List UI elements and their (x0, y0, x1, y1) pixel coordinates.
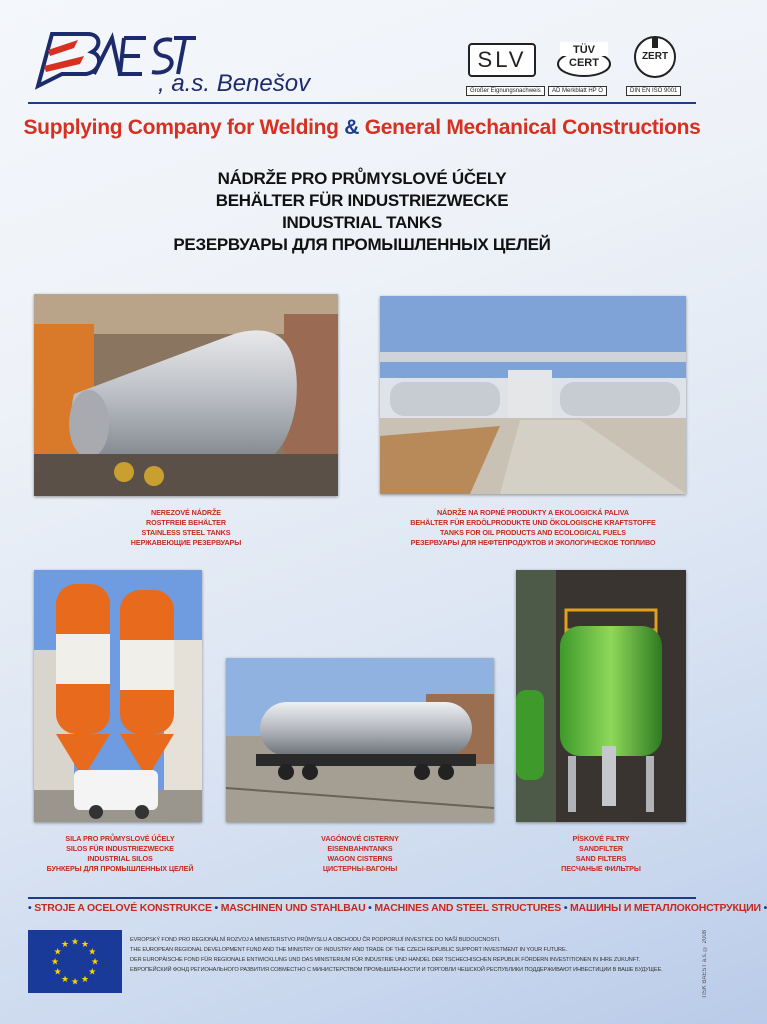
eu-star-icon: ★ (80, 973, 90, 984)
sand-filter-photo (516, 570, 686, 822)
stainless-tank-caption (34, 508, 338, 548)
eu-star-icon: ★ (60, 939, 70, 950)
title-en: INDUSTRIAL TANKS (282, 213, 442, 232)
caption-line: EISENBAHNTANKS (327, 844, 393, 853)
title-ru: РЕЗЕРВУАРЫ ДЛЯ ПРОМЫШЛЕННЫХ ЦЕЛЕЙ (173, 235, 551, 254)
oil-tanks-caption (380, 508, 686, 548)
fund-line-cz: EVROPSKÝ FOND PRO REGIONÁLNÍ ROZVOJ A MINISTERSTVO PRŮMYSLU A OBCHODU ČR PODPORUJÍ INVESTICE DO NAŠÍ BUDOUCNOSTI. (130, 937, 501, 943)
tagline-part2: General Mechanical Constructions (364, 116, 701, 139)
caption-line: НЕРЖАВЕЮЩИЕ РЕЗЕРВУАРЫ (130, 538, 242, 547)
services-band (28, 902, 767, 920)
bullet-icon: • (368, 902, 372, 914)
print-note: TISK BAEST a.s. © 2008 (702, 930, 708, 999)
caption-line: PÍSKOVÉ FILTRY (572, 834, 630, 843)
caption-line: SANDFILTER (579, 844, 623, 853)
eu-star-icon: ★ (53, 946, 62, 957)
eu-star-icon: ★ (88, 946, 97, 957)
slv-cert-logo (466, 42, 538, 78)
service-de: MASCHINEN UND STAHLBAU (220, 902, 366, 914)
title-de: BEHÄLTER FÜR INDUSTRIEZWECKE (215, 191, 509, 210)
fund-line-de: DER EUROPÄISCHE FOND FÜR REGIONALE ENTWICKLUNG UND DAS MINISTERIUM FÜR INDUSTRIE UND HANDEL DER TSCHECHISCHEN REPUBLIK FÖRDERN INVESTITIONEN IN IHRE ZUKUNFT. (130, 957, 641, 963)
fund-line-en: THE EUROPEAN REGIONAL DEVELOPMENT FUND AND THE MINISTRY OF INDUSTRY AND TRADE OF THE CZECH REPUBLIC SUPPORT INVESTMENT IN YOUR FUTURE. (130, 947, 568, 953)
bullet-icon: • (763, 902, 767, 914)
eu-star-icon: ★ (90, 956, 100, 967)
slv-caption: Großer Eignungsnachweis (466, 86, 545, 96)
service-en: MACHINES AND STEEL STRUCTURES (374, 902, 562, 914)
title-cz: NÁDRŽE PRO PRŮMYSLOVÉ ÚČELY (217, 169, 507, 188)
caption-line: NÁDRŽE NA ROPNÉ PRODUKTY A EKOLOGICKÁ PALIVA (436, 508, 630, 517)
header-divider (28, 102, 696, 104)
company-name: , a.s. Benešov (158, 70, 311, 97)
eu-flag-icon (28, 930, 122, 993)
oil-tanks-photo (380, 296, 686, 494)
caption-line: WAGON CISTERNS (327, 854, 393, 863)
tuv-cert-logo (548, 38, 620, 82)
caption-line: INDUSTRIAL SILOS (87, 854, 153, 863)
caption-line: SAND FILTERS (575, 854, 627, 863)
caption-line: ЦИСТЕРНЫ-ВАГОНЫ (322, 864, 398, 873)
bullet-icon: • (214, 902, 218, 914)
bullet-icon: • (563, 902, 568, 914)
tagline-ampersand: & (344, 116, 360, 139)
caption-line: TANKS FOR OIL PRODUCTS AND ECOLOGICAL FUELS (440, 528, 626, 537)
wagon-cistern-photo (226, 658, 494, 822)
bullet-icon: • (28, 902, 32, 914)
caption-line: STAINLESS STEEL TANKS (141, 528, 231, 537)
tagline (0, 116, 724, 140)
footer-divider (28, 897, 696, 899)
service-cz: STROJE A OCELOVÉ KONSTRUKCE (34, 902, 212, 914)
eu-star-icon: ★ (70, 936, 80, 947)
eu-star-icon: ★ (53, 966, 62, 977)
zert-label: ZERT (641, 51, 669, 62)
caption-line: NEREZOVÉ NÁDRŽE (151, 508, 221, 517)
stainless-tank-image (34, 294, 338, 496)
eu-star-icon: ★ (60, 973, 70, 984)
silos-caption (20, 834, 220, 874)
zert-caption: DIN EN ISO 9001 (626, 86, 681, 96)
caption-line: SILA PRO PRŮMYSLOVÉ ÚČELY (65, 834, 175, 843)
wagon-cistern-caption (226, 834, 494, 874)
eu-star-icon: ★ (80, 939, 90, 950)
eu-star-icon: ★ (70, 976, 80, 987)
silos-image (34, 570, 202, 822)
sand-filter-image (516, 570, 686, 822)
eu-star-icon: ★ (50, 956, 60, 967)
caption-line: VAGÓNOVÉ CISTERNY (321, 834, 399, 843)
wagon-cistern-image (226, 658, 494, 822)
eu-fund-statement (130, 935, 690, 975)
slv-label: SLV (468, 43, 537, 77)
silos-photo (34, 570, 202, 822)
caption-line: ПЕСЧАНЫЕ ФИЛЬТРЫ (561, 864, 641, 873)
caption-line: ROSTFREIE BEHÄLTER (146, 518, 226, 527)
caption-line: БУНКЕРЫ ДЛЯ ПРОМЫШЛЕННЫХ ЦЕЛЕЙ (46, 864, 194, 873)
caption-line: SILOS FÜR INDUSTRIEZWECKE (66, 844, 174, 853)
tuv-caption: AD Merkblatt HP O (548, 86, 607, 96)
tagline-part1: Supplying Company for Welding (23, 116, 339, 139)
stainless-tank-photo (34, 294, 338, 496)
fund-line-ru: ЕВРОПЕЙСКИЙ ФОНД РЕГИОНАЛЬНОГО РАЗВИТИЯ СОВМЕСТНО С МИНИСТЕРСТВОМ ПРОМЫШЛЕННОСТИ И ТОРГОВЛИ ЧЕШСКОЙ РЕСПУБЛИКИ ПОДДЕРЖИВАЮТ ИНВЕСТИЦИИ В ВАШЕ БУДУЩЕЕ. (130, 967, 663, 973)
eu-star-icon: ★ (88, 966, 97, 977)
sand-filter-caption (516, 834, 686, 874)
tuv-label: TÜV CERT (569, 44, 599, 69)
oil-tanks-image (380, 296, 686, 494)
eu-flag (28, 930, 122, 993)
service-ru: МАШИНЫ И МЕТАЛЛОКОНСТРУКЦИИ (570, 902, 761, 914)
zert-cert-logo (632, 34, 678, 80)
caption-line: РЕЗЕРВУАРЫ ДЛЯ НЕФТЕПРОДУКТОВ И ЭКОЛОГИЧЕСКОЕ ТОПЛИВО (410, 538, 656, 547)
caption-line: BEHÄLTER FÜR ERDÖLPRODUKTE UND ÖKOLOGISCHE KRAFTSTOFFE (410, 518, 656, 527)
page-title-block (0, 168, 724, 256)
